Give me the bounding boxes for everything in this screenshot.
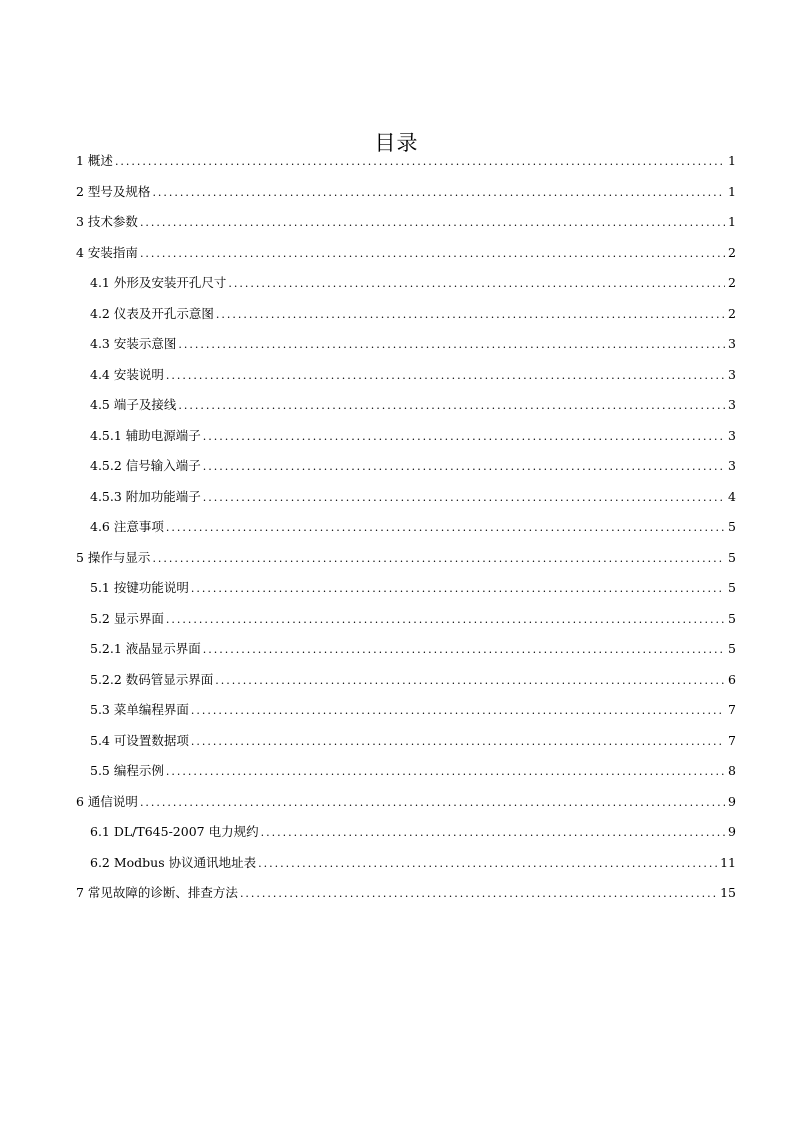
toc-entry-label: 4.1 外形及安装开孔尺寸 xyxy=(90,275,227,290)
toc-entry[interactable] xyxy=(0,482,793,513)
toc-entry-page-number: 1 xyxy=(728,153,736,168)
toc-entry-page-number: 3 xyxy=(728,336,736,351)
toc-entry-label: 4.5.3 附加功能端子 xyxy=(90,488,201,504)
toc-entry[interactable] xyxy=(0,207,793,238)
toc-leader-dots xyxy=(166,605,725,636)
table-of-contents xyxy=(0,146,793,909)
toc-entry[interactable] xyxy=(0,329,793,360)
toc-entry[interactable] xyxy=(0,787,793,818)
toc-leader-dots xyxy=(215,666,725,697)
toc-entry[interactable] xyxy=(0,543,793,574)
toc-entry-label: 1 概述 xyxy=(76,153,113,168)
toc-entry-label: 4.5 端子及接线 xyxy=(90,397,177,412)
toc-entry-page-number: 3 xyxy=(728,427,736,443)
toc-entry-page-number: 1 xyxy=(728,214,736,229)
toc-leader-dots xyxy=(166,361,725,392)
toc-entry[interactable] xyxy=(0,238,793,269)
toc-leader-dots xyxy=(216,300,725,331)
toc-entry-page-number: 1 xyxy=(728,183,736,199)
toc-leader-dots xyxy=(178,330,725,361)
toc-entry-label: 5.5 编程示例 xyxy=(90,763,164,778)
toc-entry-page-number: 11 xyxy=(720,854,736,870)
toc-leader-dots xyxy=(203,452,725,483)
toc-leader-dots xyxy=(115,147,725,178)
toc-entry-label: 4.5.1 辅助电源端子 xyxy=(90,427,201,443)
toc-entry-page-number: 3 xyxy=(728,397,736,412)
toc-entry-page-number: 3 xyxy=(728,458,736,473)
toc-leader-dots xyxy=(152,544,725,575)
toc-entry[interactable] xyxy=(0,848,793,879)
toc-leader-dots xyxy=(261,818,725,849)
toc-entry[interactable] xyxy=(0,146,793,177)
toc-leader-dots xyxy=(191,696,725,727)
toc-entry-page-number: 4 xyxy=(728,488,736,504)
toc-entry-label: 6 通信说明 xyxy=(76,793,138,809)
toc-entry[interactable] xyxy=(0,268,793,299)
toc-entry-page-number: 5 xyxy=(728,610,736,626)
toc-entry-label: 6.1 DL/T645-2007 电力规约 xyxy=(90,824,259,839)
toc-entry-label: 6.2 Modbus 协议通讯地址表 xyxy=(90,854,257,870)
toc-entry[interactable] xyxy=(0,573,793,604)
toc-entry[interactable] xyxy=(0,390,793,421)
toc-entry-page-number: 9 xyxy=(728,793,736,809)
toc-entry-label: 5.2.1 液晶显示界面 xyxy=(90,641,201,656)
toc-entry-page-number: 9 xyxy=(728,824,736,839)
toc-entry[interactable] xyxy=(0,695,793,726)
toc-entry-page-number: 2 xyxy=(728,244,736,260)
toc-entry[interactable] xyxy=(0,421,793,452)
toc-title: 目录 xyxy=(374,131,419,156)
toc-entry[interactable] xyxy=(0,756,793,787)
toc-entry-label: 7 常见故障的诊断、排查方法 xyxy=(76,885,238,900)
toc-entry-page-number: 3 xyxy=(728,366,736,382)
toc-leader-dots xyxy=(140,239,725,270)
toc-entry-label: 5.4 可设置数据项 xyxy=(90,732,189,748)
toc-entry-label: 4 安装指南 xyxy=(76,244,138,260)
toc-entry-label: 5.2.2 数码管显示界面 xyxy=(90,671,214,687)
toc-leader-dots xyxy=(240,879,717,910)
toc-entry-page-number: 7 xyxy=(728,732,736,748)
toc-leader-dots xyxy=(203,483,725,514)
toc-entry-label: 2 型号及规格 xyxy=(76,183,151,199)
toc-entry-label: 4.2 仪表及开孔示意图 xyxy=(90,305,214,321)
toc-leader-dots xyxy=(166,513,725,544)
toc-leader-dots xyxy=(140,208,725,239)
toc-entry-page-number: 6 xyxy=(728,671,736,687)
toc-entry-label: 5.2 显示界面 xyxy=(90,610,164,626)
toc-leader-dots xyxy=(140,788,725,819)
toc-entry-page-number: 5 xyxy=(728,641,736,656)
toc-entry[interactable] xyxy=(0,299,793,330)
toc-entry-page-number: 2 xyxy=(728,305,736,321)
toc-entry[interactable] xyxy=(0,512,793,543)
toc-leader-dots xyxy=(258,849,717,880)
toc-leader-dots xyxy=(203,635,725,666)
toc-entry-label: 5 操作与显示 xyxy=(76,549,151,565)
toc-leader-dots xyxy=(166,757,725,788)
toc-entry[interactable] xyxy=(0,604,793,635)
toc-entry-page-number: 2 xyxy=(728,275,736,290)
toc-entry[interactable] xyxy=(0,817,793,848)
toc-entry-label: 4.5.2 信号输入端子 xyxy=(90,458,201,473)
toc-leader-dots xyxy=(152,178,725,209)
toc-entry[interactable] xyxy=(0,878,793,909)
toc-entry[interactable] xyxy=(0,634,793,665)
toc-entry-label: 4.4 安装说明 xyxy=(90,366,164,382)
toc-entry[interactable] xyxy=(0,665,793,696)
toc-entry-page-number: 15 xyxy=(720,885,736,900)
toc-entry-label: 4.6 注意事项 xyxy=(90,519,164,534)
toc-entry-label: 5.1 按键功能说明 xyxy=(90,580,189,595)
toc-entry[interactable] xyxy=(0,177,793,208)
toc-entry-label: 4.3 安装示意图 xyxy=(90,336,177,351)
toc-leader-dots xyxy=(203,422,725,453)
toc-leader-dots xyxy=(228,269,725,300)
toc-entry-page-number: 5 xyxy=(728,549,736,565)
toc-entry[interactable] xyxy=(0,726,793,757)
toc-leader-dots xyxy=(191,727,725,758)
toc-entry-page-number: 5 xyxy=(728,519,736,534)
toc-entry[interactable] xyxy=(0,451,793,482)
toc-leader-dots xyxy=(178,391,725,422)
toc-entry-label: 3 技术参数 xyxy=(76,214,138,229)
toc-entry[interactable] xyxy=(0,360,793,391)
toc-entry-page-number: 8 xyxy=(728,763,736,778)
toc-entry-page-number: 7 xyxy=(728,702,736,717)
toc-entry-page-number: 5 xyxy=(728,580,736,595)
toc-entry-label: 5.3 菜单编程界面 xyxy=(90,702,189,717)
toc-leader-dots xyxy=(191,574,725,605)
